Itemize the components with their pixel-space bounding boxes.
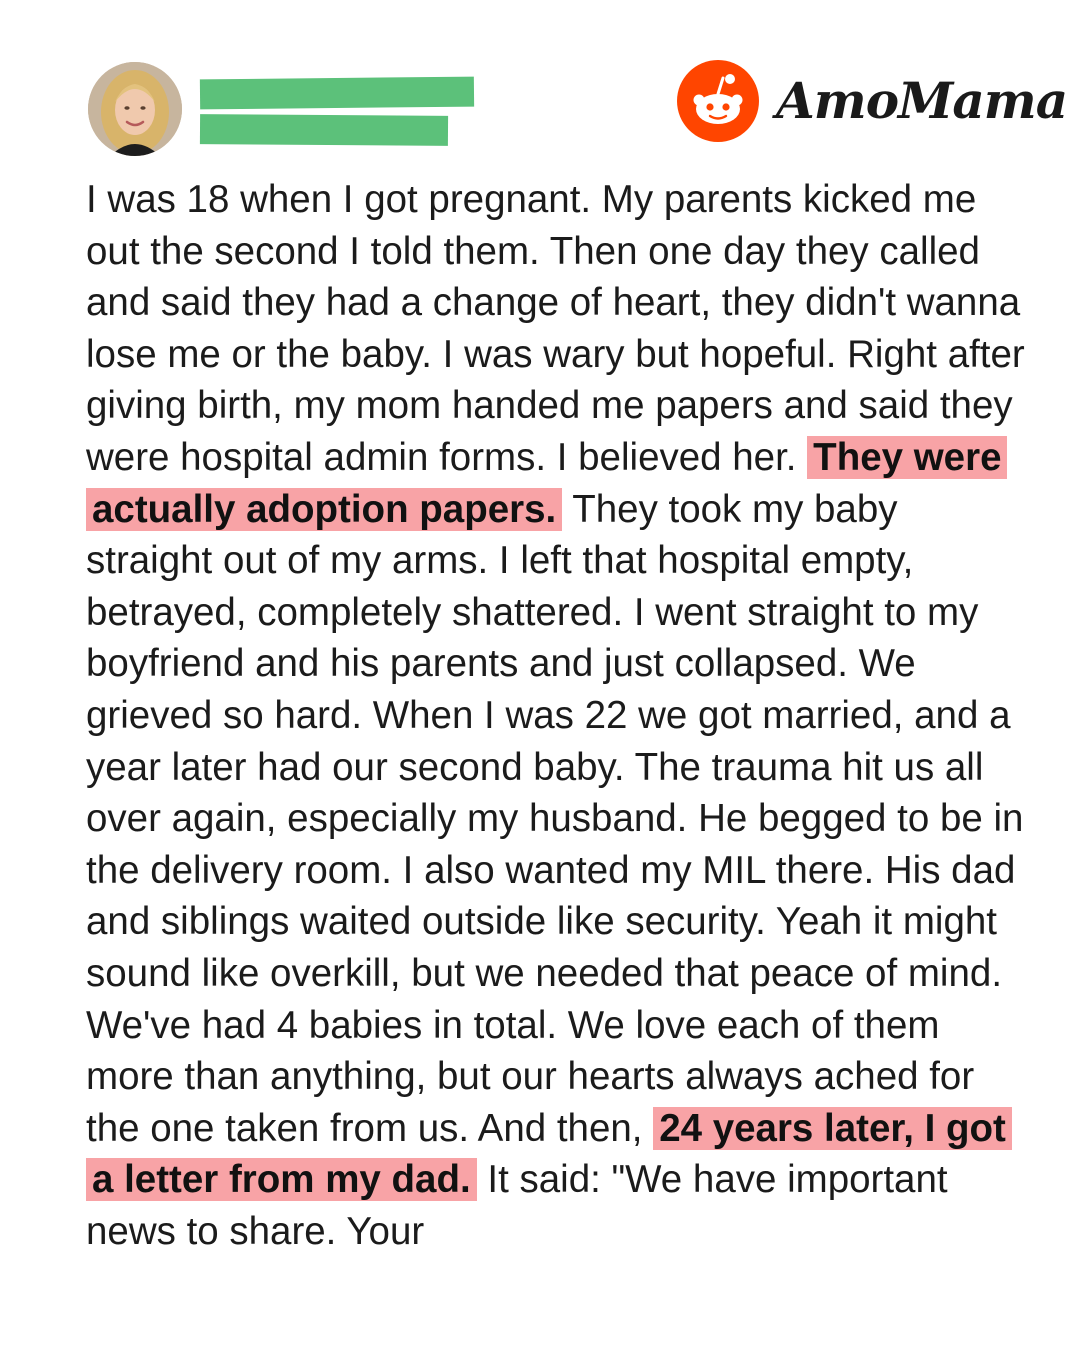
author-handle-redaction (200, 114, 448, 146)
author-photo-icon (88, 62, 182, 156)
story-segment: I was 18 when I got pregnant. My parents kicked me out the second I told them. Then one day they called and said they had a change of heart, they didn't wanna lose me or the baby. I was wary but hopeful. Right after giving birth, my mom handed me papers and said they were hospital admin forms. I believed her. (86, 178, 1025, 479)
author-avatar[interactable] (88, 62, 182, 156)
story-paragraph (86, 174, 1026, 1257)
story-segment: It said: "We have important news to share. Your (86, 1158, 948, 1253)
author-name-redaction (200, 77, 474, 110)
story-text (86, 174, 1026, 1257)
brand-logo: AmoMama (776, 71, 1068, 130)
story-segment: They took my baby straight out of my arms. I left that hospital empty, betrayed, completely shattered. I went straight to my boyfriend and his parents and just collapsed. We grieved so hard. When I was 22 we got married, and a year later had our second baby. The trauma hit us all over again, especially my husband. He begged to be in the delivery room. I also wanted my MIL there. His dad and siblings waited outside like security. Yeah it might sound like overkill, but we needed that peace of mind. We've had 4 babies in total. We love each of them more than anything, but our hearts always ached for the one taken from us. And then, (86, 487, 1024, 1150)
reddit-icon (677, 60, 759, 142)
highlighted-phrase: 24 years later, I got a letter from my dad. (86, 1107, 1012, 1202)
post-header (0, 0, 1080, 170)
highlighted-phrase: They were actually adoption papers. (86, 436, 1007, 531)
